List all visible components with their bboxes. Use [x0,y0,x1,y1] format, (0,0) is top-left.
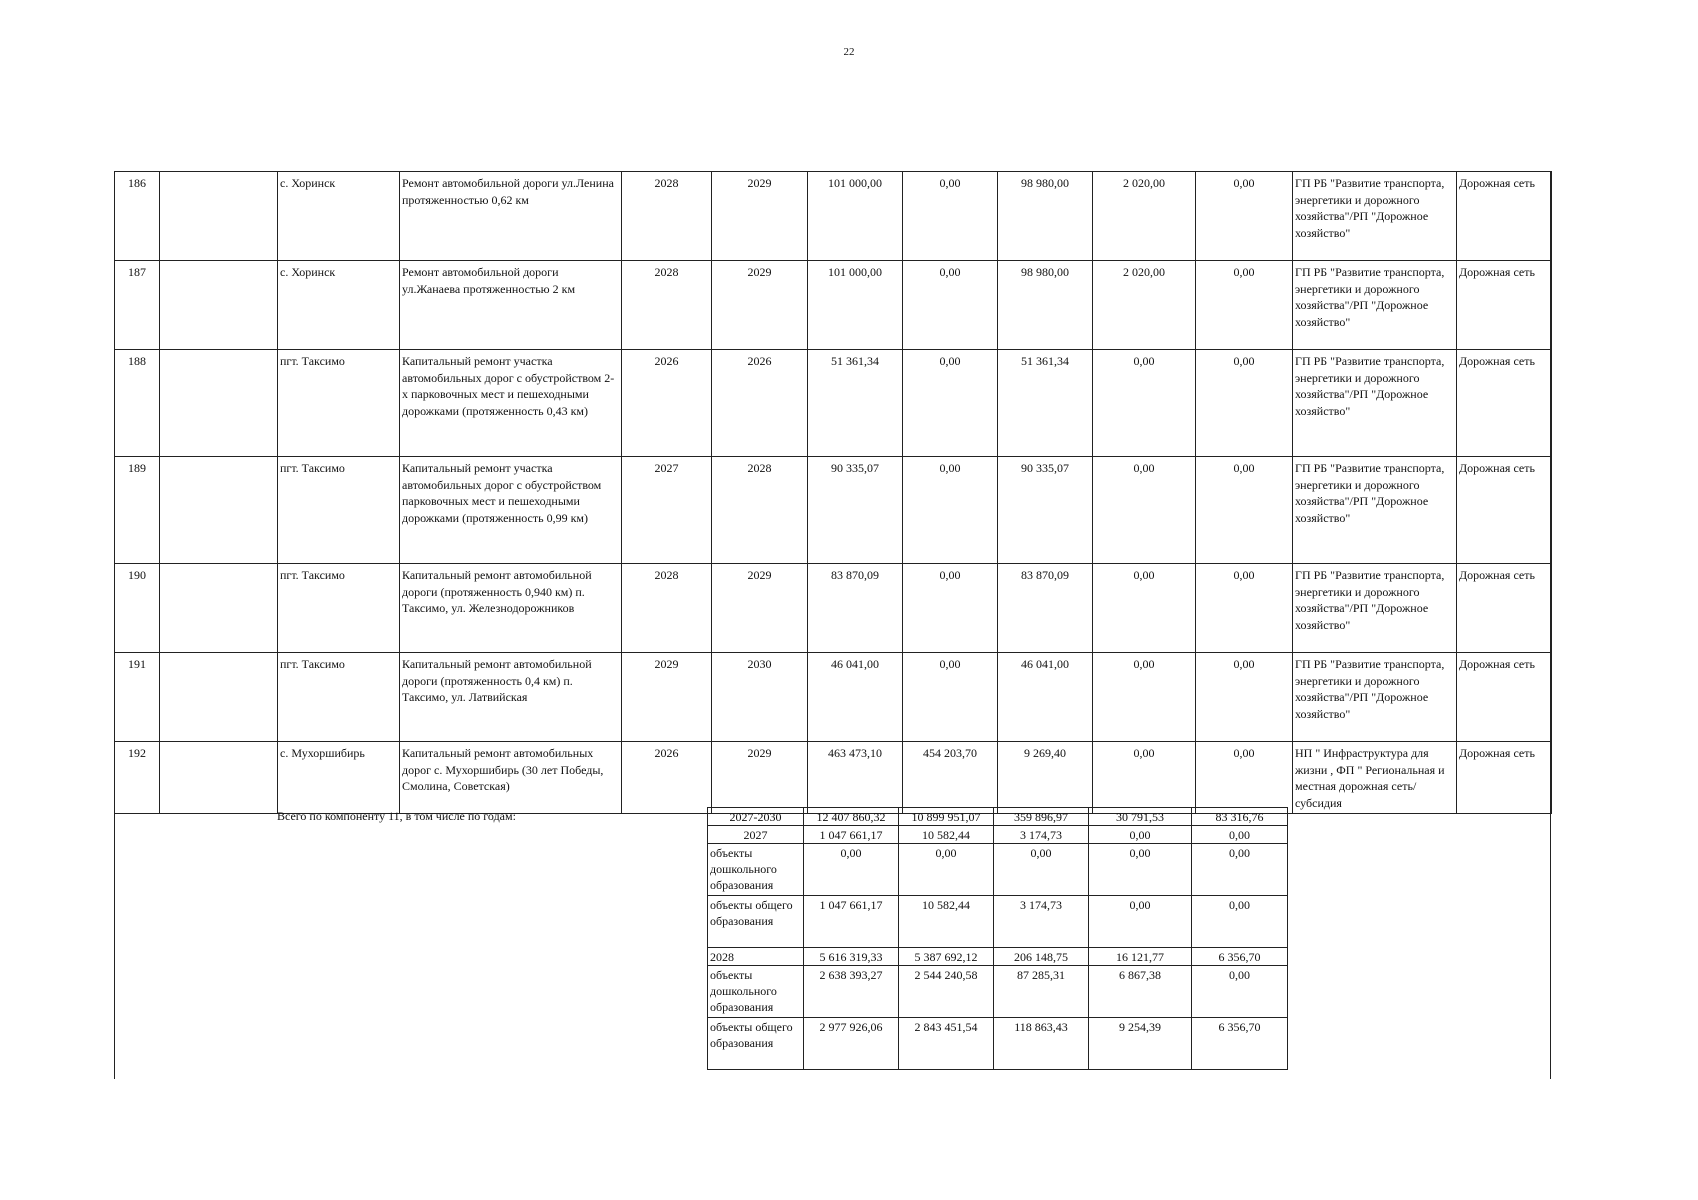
blank-cell [160,742,278,814]
program-name: ГП РБ "Развитие транспорта, энергетики и дорожного хозяйства"/РП "Дорожное хозяйство" [1293,653,1457,742]
settlement: пгт. Таксимо [278,350,400,457]
summary-total: 12 407 860,32 [804,808,899,826]
row-number: 192 [115,742,160,814]
program-name: ГП РБ "Развитие транспорта, энергетики и дорожного хозяйства"/РП "Дорожное хозяйство" [1293,350,1457,457]
program-name: ГП РБ "Развитие транспорта, энергетики и дорожного хозяйства"/РП "Дорожное хозяйство" [1293,564,1457,653]
end-year: 2028 [712,457,808,564]
summary-other: 6 356,70 [1192,1018,1288,1070]
republic-amount: 46 041,00 [998,653,1093,742]
work-description: Ремонт автомобильной дороги ул.Жанаева протяженностью 2 км [400,261,622,350]
federal-amount: 0,00 [903,653,998,742]
summary-label: объекты общего образования [708,1018,804,1070]
summary-local: 6 867,38 [1089,966,1192,1018]
row-number: 190 [115,564,160,653]
summary-total: 1 047 661,17 [804,896,899,948]
summary-total: 0,00 [804,844,899,896]
republic-amount: 98 980,00 [998,172,1093,261]
summary-label: объекты дошкольного образования [708,966,804,1018]
work-description: Капитальный ремонт участка автомобильных дорог с обустройством 2-х парковочных мест и пешеходными дорожками (протяженность 0,43 км) [400,350,622,457]
program-name: ГП РБ "Развитие транспорта, энергетики и дорожного хозяйства"/РП "Дорожное хозяйство" [1293,172,1457,261]
table-row [115,261,1552,350]
summary-republic: 206 148,75 [994,948,1089,966]
republic-amount: 51 361,34 [998,350,1093,457]
local-amount: 0,00 [1093,742,1196,814]
total-amount: 46 041,00 [808,653,903,742]
row-number: 187 [115,261,160,350]
summary-label: объекты дошкольного образования [708,844,804,896]
start-year: 2028 [622,261,712,350]
local-amount: 0,00 [1093,457,1196,564]
federal-amount: 0,00 [903,457,998,564]
row-number: 188 [115,350,160,457]
summary-republic: 3 174,73 [994,896,1089,948]
table-row [115,457,1552,564]
other-amount: 0,00 [1196,564,1293,653]
end-year: 2030 [712,653,808,742]
summary-local: 0,00 [1089,896,1192,948]
summary-federal: 2 843 451,54 [899,1018,994,1070]
end-year: 2029 [712,564,808,653]
start-year: 2028 [622,564,712,653]
summary-caption: Всего по компоненту 11, в том числе по годам: [277,809,516,823]
page-number: 22 [843,46,855,58]
summary-republic: 87 285,31 [994,966,1089,1018]
table-row [115,172,1552,261]
local-amount: 0,00 [1093,564,1196,653]
summary-label: 2027 [708,826,804,844]
republic-amount: 90 335,07 [998,457,1093,564]
summary-republic: 359 896,97 [994,808,1089,826]
federal-amount: 0,00 [903,172,998,261]
summary-federal: 10 582,44 [899,826,994,844]
summary-local: 16 121,77 [1089,948,1192,966]
start-year: 2028 [622,172,712,261]
summary-row [708,1018,1288,1070]
document-sheet [114,171,1551,1079]
other-amount: 0,00 [1196,457,1293,564]
federal-amount: 0,00 [903,261,998,350]
summary-total: 1 047 661,17 [804,826,899,844]
end-year: 2029 [712,742,808,814]
total-amount: 51 361,34 [808,350,903,457]
blank-cell [160,653,278,742]
work-description: Капитальный ремонт автомобильных дорог с. Мухоршибирь (30 лет Победы, Смолина, Советская) [400,742,622,814]
end-year: 2029 [712,172,808,261]
work-description: Ремонт автомобильной дороги ул.Ленина протяженностью 0,62 км [400,172,622,261]
republic-amount: 9 269,40 [998,742,1093,814]
projects-table [114,171,1552,814]
table-row [115,564,1552,653]
blank-cell [160,261,278,350]
summary-table [707,807,1288,1070]
republic-amount: 83 870,09 [998,564,1093,653]
other-amount: 0,00 [1196,172,1293,261]
other-amount: 0,00 [1196,742,1293,814]
table-row [115,742,1552,814]
blank-cell [160,564,278,653]
end-year: 2029 [712,261,808,350]
summary-other: 6 356,70 [1192,948,1288,966]
summary-federal: 0,00 [899,844,994,896]
start-year: 2026 [622,350,712,457]
summary-republic: 118 863,43 [994,1018,1089,1070]
other-amount: 0,00 [1196,261,1293,350]
total-amount: 463 473,10 [808,742,903,814]
settlement: пгт. Таксимо [278,564,400,653]
summary-federal: 10 899 951,07 [899,808,994,826]
republic-amount: 98 980,00 [998,261,1093,350]
local-amount: 0,00 [1093,653,1196,742]
summary-row [708,844,1288,896]
summary-label: объекты общего образования [708,896,804,948]
settlement: с. Мухоршибирь [278,742,400,814]
summary-row [708,896,1288,948]
work-description: Капитальный ремонт автомобильной дороги (протяженность 0,940 км) п. Таксимо, ул. Железнодорожников [400,564,622,653]
summary-local: 0,00 [1089,826,1192,844]
local-amount: 2 020,00 [1093,172,1196,261]
summary-other: 0,00 [1192,844,1288,896]
category: Дорожная сеть [1457,742,1552,814]
category: Дорожная сеть [1457,350,1552,457]
program-name: ГП РБ "Развитие транспорта, энергетики и дорожного хозяйства"/РП "Дорожное хозяйство" [1293,457,1457,564]
category: Дорожная сеть [1457,564,1552,653]
blank-cell [160,172,278,261]
category: Дорожная сеть [1457,172,1552,261]
total-amount: 83 870,09 [808,564,903,653]
federal-amount: 0,00 [903,564,998,653]
other-amount: 0,00 [1196,653,1293,742]
summary-other: 0,00 [1192,826,1288,844]
row-number: 189 [115,457,160,564]
blank-cell [160,457,278,564]
start-year: 2029 [622,653,712,742]
summary-row [708,966,1288,1018]
program-name: НП " Инфраструктура для жизни , ФП " Региональная и местная дорожная сеть/субсидия [1293,742,1457,814]
local-amount: 2 020,00 [1093,261,1196,350]
summary-other: 0,00 [1192,896,1288,948]
settlement: пгт. Таксимо [278,457,400,564]
work-description: Капитальный ремонт участка автомобильных дорог с обустройством парковочных мест и пешеходными дорожками (протяженность 0,99 км) [400,457,622,564]
category: Дорожная сеть [1457,653,1552,742]
start-year: 2027 [622,457,712,564]
summary-label: 2028 [708,948,804,966]
row-number: 186 [115,172,160,261]
summary-federal: 2 544 240,58 [899,966,994,1018]
summary-local: 9 254,39 [1089,1018,1192,1070]
summary-federal: 5 387 692,12 [899,948,994,966]
row-number: 191 [115,653,160,742]
summary-total: 2 638 393,27 [804,966,899,1018]
total-amount: 101 000,00 [808,172,903,261]
summary-total: 2 977 926,06 [804,1018,899,1070]
summary-federal: 10 582,44 [899,896,994,948]
summary-republic: 3 174,73 [994,826,1089,844]
summary-row [708,808,1288,826]
federal-amount: 0,00 [903,350,998,457]
summary-republic: 0,00 [994,844,1089,896]
summary-local: 30 791,53 [1089,808,1192,826]
summary-row [708,948,1288,966]
settlement: с. Хоринск [278,261,400,350]
total-amount: 101 000,00 [808,261,903,350]
settlement: пгт. Таксимо [278,653,400,742]
category: Дорожная сеть [1457,261,1552,350]
local-amount: 0,00 [1093,350,1196,457]
summary-local: 0,00 [1089,844,1192,896]
table-row [115,653,1552,742]
summary-label: 2027-2030 [708,808,804,826]
program-name: ГП РБ "Развитие транспорта, энергетики и дорожного хозяйства"/РП "Дорожное хозяйство" [1293,261,1457,350]
other-amount: 0,00 [1196,350,1293,457]
end-year: 2026 [712,350,808,457]
category: Дорожная сеть [1457,457,1552,564]
start-year: 2026 [622,742,712,814]
summary-other: 0,00 [1192,966,1288,1018]
federal-amount: 454 203,70 [903,742,998,814]
blank-cell [160,350,278,457]
summary-other: 83 316,76 [1192,808,1288,826]
settlement: с. Хоринск [278,172,400,261]
summary-row [708,826,1288,844]
work-description: Капитальный ремонт автомобильной дороги (протяженность 0,4 км) п. Таксимо, ул. Латвийская [400,653,622,742]
table-row [115,350,1552,457]
summary-total: 5 616 319,33 [804,948,899,966]
total-amount: 90 335,07 [808,457,903,564]
